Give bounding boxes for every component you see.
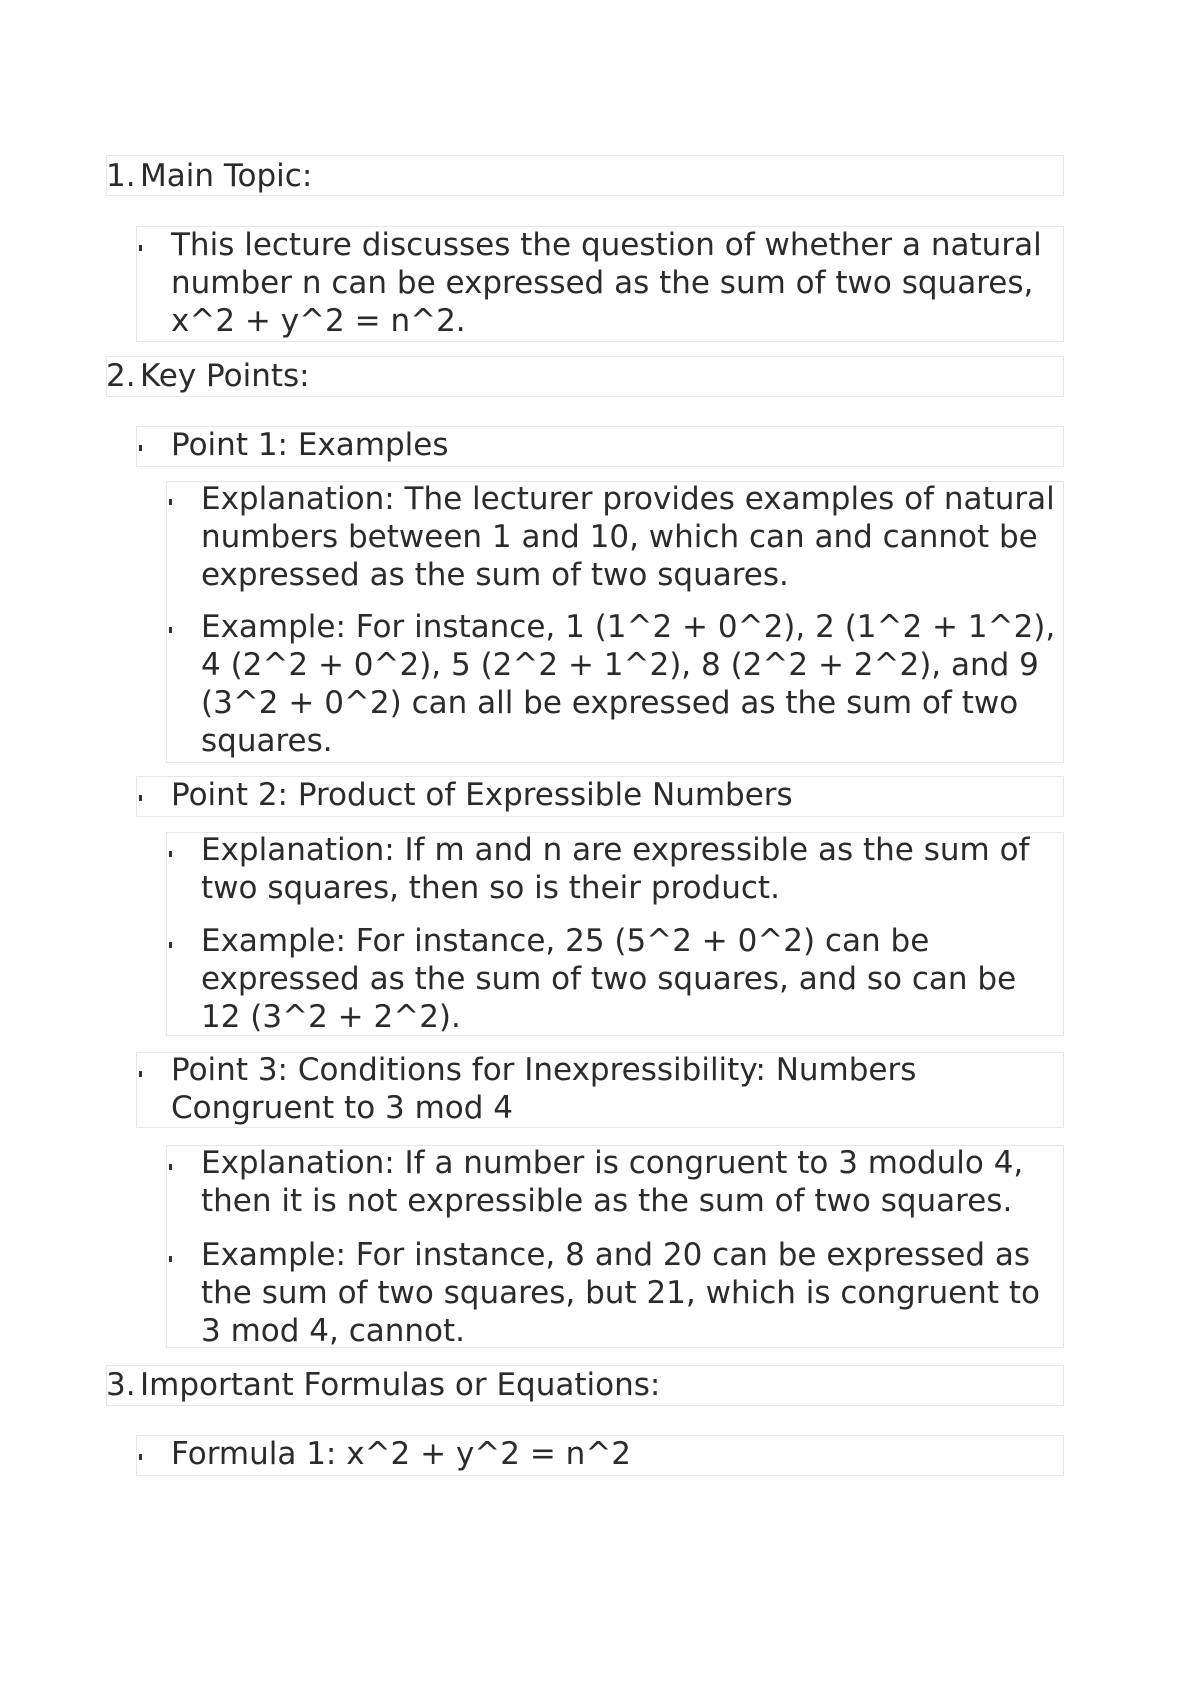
formula-1-text: Formula 1: x^2 + y^2 = n^2 (171, 1436, 632, 1472)
bullet-icon (169, 1256, 172, 1262)
point-3-example: Example: For instance, 8 and 20 can be expressed as the sum of two squares, but 21, which is congruent to 3 mod 4, cannot. (201, 1237, 1040, 1349)
point-2-example: Example: For instance, 25 (5^2 + 0^2) can be expressed as the sum of two squares, and so can be 12 (3^2 + 2^2). (201, 923, 1017, 1035)
section-heading-key-points (106, 357, 310, 395)
section-heading-main-topic (106, 157, 312, 195)
point-2-title: Point 2: Product of Expressible Numbers (171, 777, 793, 813)
bullet-icon (139, 1454, 142, 1460)
bullet-icon (139, 1071, 142, 1077)
bullet-icon (169, 499, 172, 505)
point-1-explanation: Explanation: The lecturer provides examples of natural numbers between 1 and 10, which can and cannot be expressed as the sum of two squares. (201, 481, 1055, 593)
section-title: Key Points: (140, 358, 310, 394)
point-1-title: Point 1: Examples (171, 427, 449, 463)
section-number: 3. (106, 1367, 136, 1403)
point-2-explanation: Explanation: If m and n are expressible as the sum of two squares, then so is their product. (201, 832, 1030, 906)
bullet-icon (169, 627, 172, 633)
point-3-explanation: Explanation: If a number is congruent to 3 modulo 4, then it is not expressible as the sum of two squares. (201, 1145, 1024, 1219)
section-title: Main Topic: (140, 158, 313, 194)
point-3-title: Point 3: Conditions for Inexpressibility: Numbers Congruent to 3 mod 4 (171, 1052, 917, 1126)
point-1-example: Example: For instance, 1 (1^2 + 0^2), 2 (1^2 + 1^2), 4 (2^2 + 0^2), 5 (2^2 + 1^2), 8 (2^2 + 2^2), and 9 (3^2 + 0^2) can all be expressed as the sum of two squares. (201, 609, 1056, 759)
bullet-icon (169, 942, 172, 948)
section-heading-formulas (106, 1366, 660, 1404)
section-title: Important Formulas or Equations: (140, 1367, 661, 1403)
section-number: 2. (106, 358, 136, 394)
bullet-icon (169, 851, 172, 857)
section-number: 1. (106, 158, 136, 194)
bullet-icon (139, 795, 142, 801)
main-topic-text: This lecture discusses the question of whether a natural number n can be expressed as the sum of two squares, x^2 + y^2 = n^2. (171, 227, 1042, 339)
bullet-icon (139, 445, 142, 451)
bullet-icon (139, 245, 142, 251)
bullet-icon (169, 1164, 172, 1170)
